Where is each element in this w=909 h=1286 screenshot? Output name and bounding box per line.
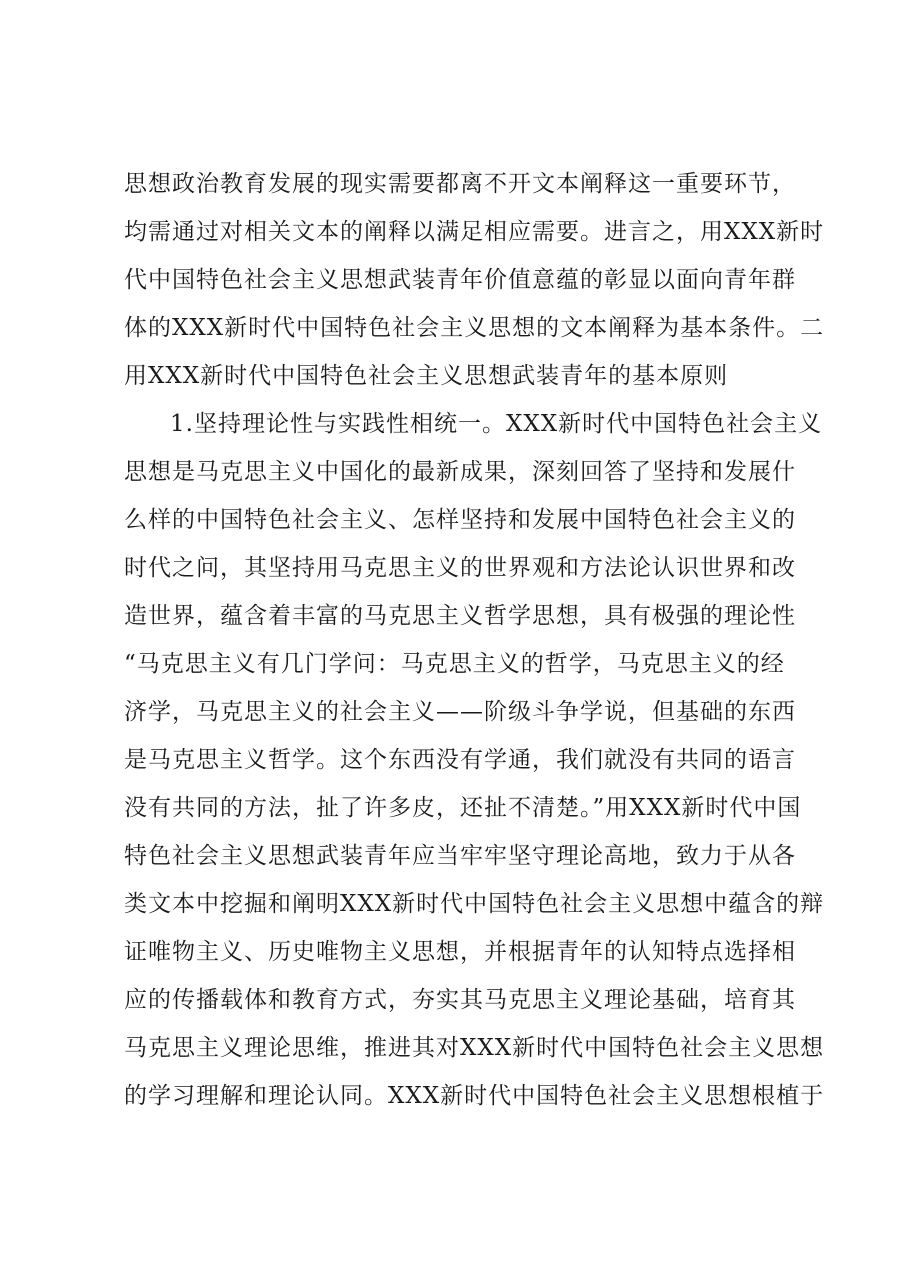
text-line: 应的传播载体和教育方式，夯实其马克思主义理论基础，培育其 <box>124 987 796 1013</box>
text-line: 造世界，蕴含着丰富的马克思主义哲学思想，具有极强的理论性 <box>124 603 796 629</box>
paragraph-first-line: 1.坚持理论性与实践性相统一。XXX新时代中国特色社会主义 <box>170 411 823 437</box>
text-line: 均需通过对相关文本的阐释以满足相应需要。进言之，用XXX新时 <box>124 219 825 245</box>
text-line: 思想政治教育发展的现实需要都离不开文本阐释这一重要环节， <box>124 171 796 197</box>
text-line: 思想是马克思主义中国化的最新成果，深刻回答了坚持和发展什 <box>124 459 796 485</box>
text-line: 马克思主义理论思维，推进其对XXX新时代中国特色社会主义思想 <box>124 1035 825 1061</box>
text-line: 济学，马克思主义的社会主义——阶级斗争学说，但基础的东西 <box>124 699 796 725</box>
text-line: 特色社会主义思想武装青年应当牢牢坚守理论高地，致力于从各 <box>124 843 796 869</box>
text-line: 是马克思主义哲学。这个东西没有学通，我们就没有共同的语言 <box>124 747 796 773</box>
text-line: 类文本中挖掘和阐明XXX新时代中国特色社会主义思想中蕴含的辩 <box>124 891 825 917</box>
text-line: “马克思主义有几门学问：马克思主义的哲学，马克思主义的经 <box>124 651 785 677</box>
text-line: 体的XXX新时代中国特色社会主义思想的文本阐释为基本条件。二 <box>124 315 825 341</box>
text-line: 证唯物主义、历史唯物主义思想，并根据青年的认知特点选择相 <box>124 939 796 965</box>
text-line: 没有共同的方法，扯了许多皮，还扯不清楚。”用XXX新时代中国 <box>124 795 802 821</box>
body-text <box>124 160 824 1120</box>
text-line: 么样的中国特色社会主义、怎样坚持和发展中国特色社会主义的 <box>124 507 796 533</box>
text-line: 代中国特色社会主义思想武装青年价值意蕴的彰显以面向青年群 <box>124 267 796 293</box>
text-line: 的学习理解和理论认同。XXX新时代中国特色社会主义思想根植于 <box>124 1083 825 1109</box>
section-heading-line: 用XXX新时代中国特色社会主义思想武装青年的基本原则 <box>124 363 729 389</box>
text-line: 时代之问，其坚持用马克思主义的世界观和方法论认识世界和改 <box>124 555 796 581</box>
